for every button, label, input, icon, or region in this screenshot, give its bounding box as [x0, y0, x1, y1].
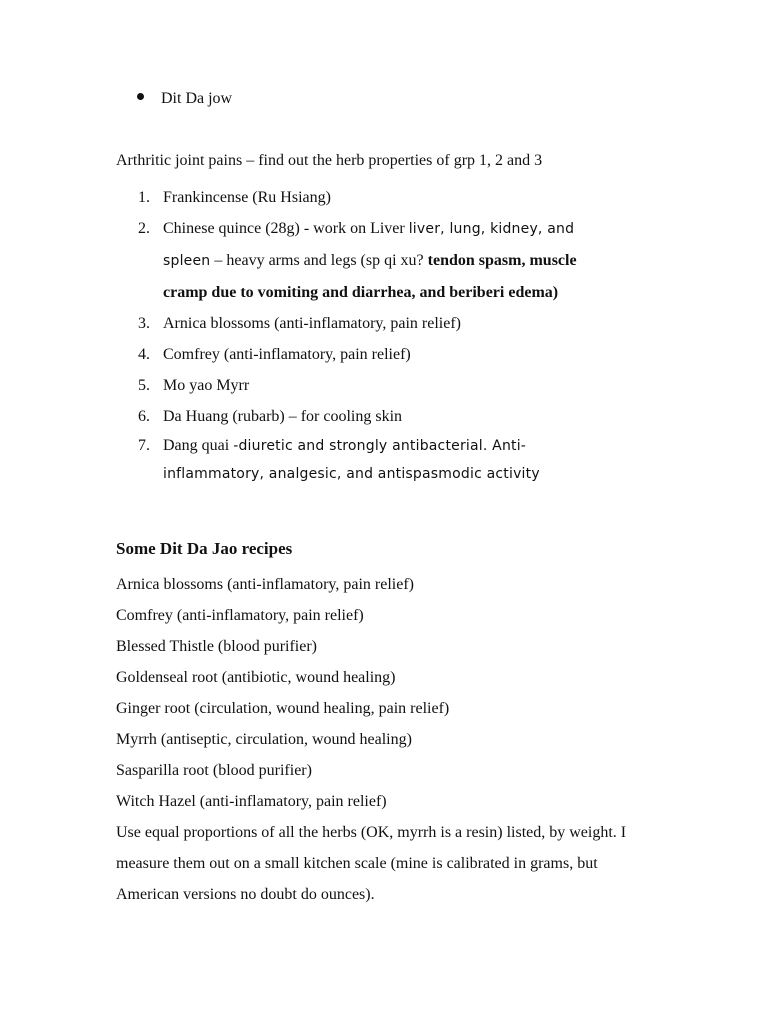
list-item-text: – heavy arms and legs (sp qi xu? [210, 252, 428, 269]
list-number: 7. [138, 437, 150, 454]
list-item-text-bold: tendon spasm, muscle cramp due to vomiting and diarrhea, and beriberi edema) [163, 252, 577, 301]
list-number: 6. [138, 408, 150, 425]
recipe-line: Blessed Thistle (blood purifier) [116, 638, 317, 655]
list-item-text: Da Huang (rubarb) – for cooling skin [163, 408, 403, 425]
list-item-text-sans: -diuretic and strongly antibacterial. Anti-inflammatory, analgesic, and antispasmodic activity [163, 438, 540, 482]
list-item [138, 213, 618, 308]
list-item-text-sans: spleen [163, 253, 211, 269]
list-item-text: Mo yao Myrr [163, 377, 250, 394]
list-item [138, 308, 618, 339]
list-number: 5. [138, 377, 150, 394]
recipe-line: Witch Hazel (anti-inflamatory, pain relief) [116, 793, 387, 810]
list-item [138, 339, 618, 370]
recipe-line: Goldenseal root (antibiotic, wound healing) [116, 669, 396, 686]
recipe-line: Comfrey (anti-inflamatory, pain relief) [116, 607, 364, 624]
list-item [138, 401, 618, 432]
bullet-text: Dit Da jow [161, 90, 233, 107]
list-item [138, 182, 618, 213]
bullet-dot-icon [137, 93, 144, 100]
bullet-item [137, 89, 232, 109]
recipes-heading: Some Dit Da Jao recipes [116, 539, 293, 558]
list-item-text: Chinese quince (28g) - work on Liver [163, 220, 409, 237]
list-number: 3. [138, 315, 150, 332]
intro-paragraph: Arthritic joint pains – find out the herb properties of grp 1, 2 and 3 [116, 152, 543, 169]
list-item-text: Dang quai [163, 437, 234, 454]
herb-numbered-list [138, 182, 618, 488]
recipes-list [116, 569, 656, 910]
list-item-text: Comfrey (anti-inflamatory, pain relief) [163, 346, 411, 363]
list-item [138, 432, 618, 488]
list-number: 2. [138, 220, 150, 237]
recipe-line: Sasparilla root (blood purifier) [116, 762, 312, 779]
list-item-text-sans: liver, lung, kidney, and [408, 221, 575, 237]
list-number: 1. [138, 189, 150, 206]
recipe-line: Myrrh (antiseptic, circulation, wound healing) [116, 731, 412, 748]
list-item [138, 370, 618, 401]
list-number: 4. [138, 346, 150, 363]
recipes-note: Use equal proportions of all the herbs (OK, myrrh is a resin) listed, by weight. I measure them out on a small kitchen scale (mine is calibrated in grams, but American versions no doubt do ounces). [116, 824, 627, 903]
list-item-text: Arnica blossoms (anti-inflamatory, pain relief) [163, 315, 461, 332]
recipe-line: Arnica blossoms (anti-inflamatory, pain relief) [116, 576, 414, 593]
list-item-text: Frankincense (Ru Hsiang) [163, 189, 331, 206]
recipe-line: Ginger root (circulation, wound healing, pain relief) [116, 700, 450, 717]
